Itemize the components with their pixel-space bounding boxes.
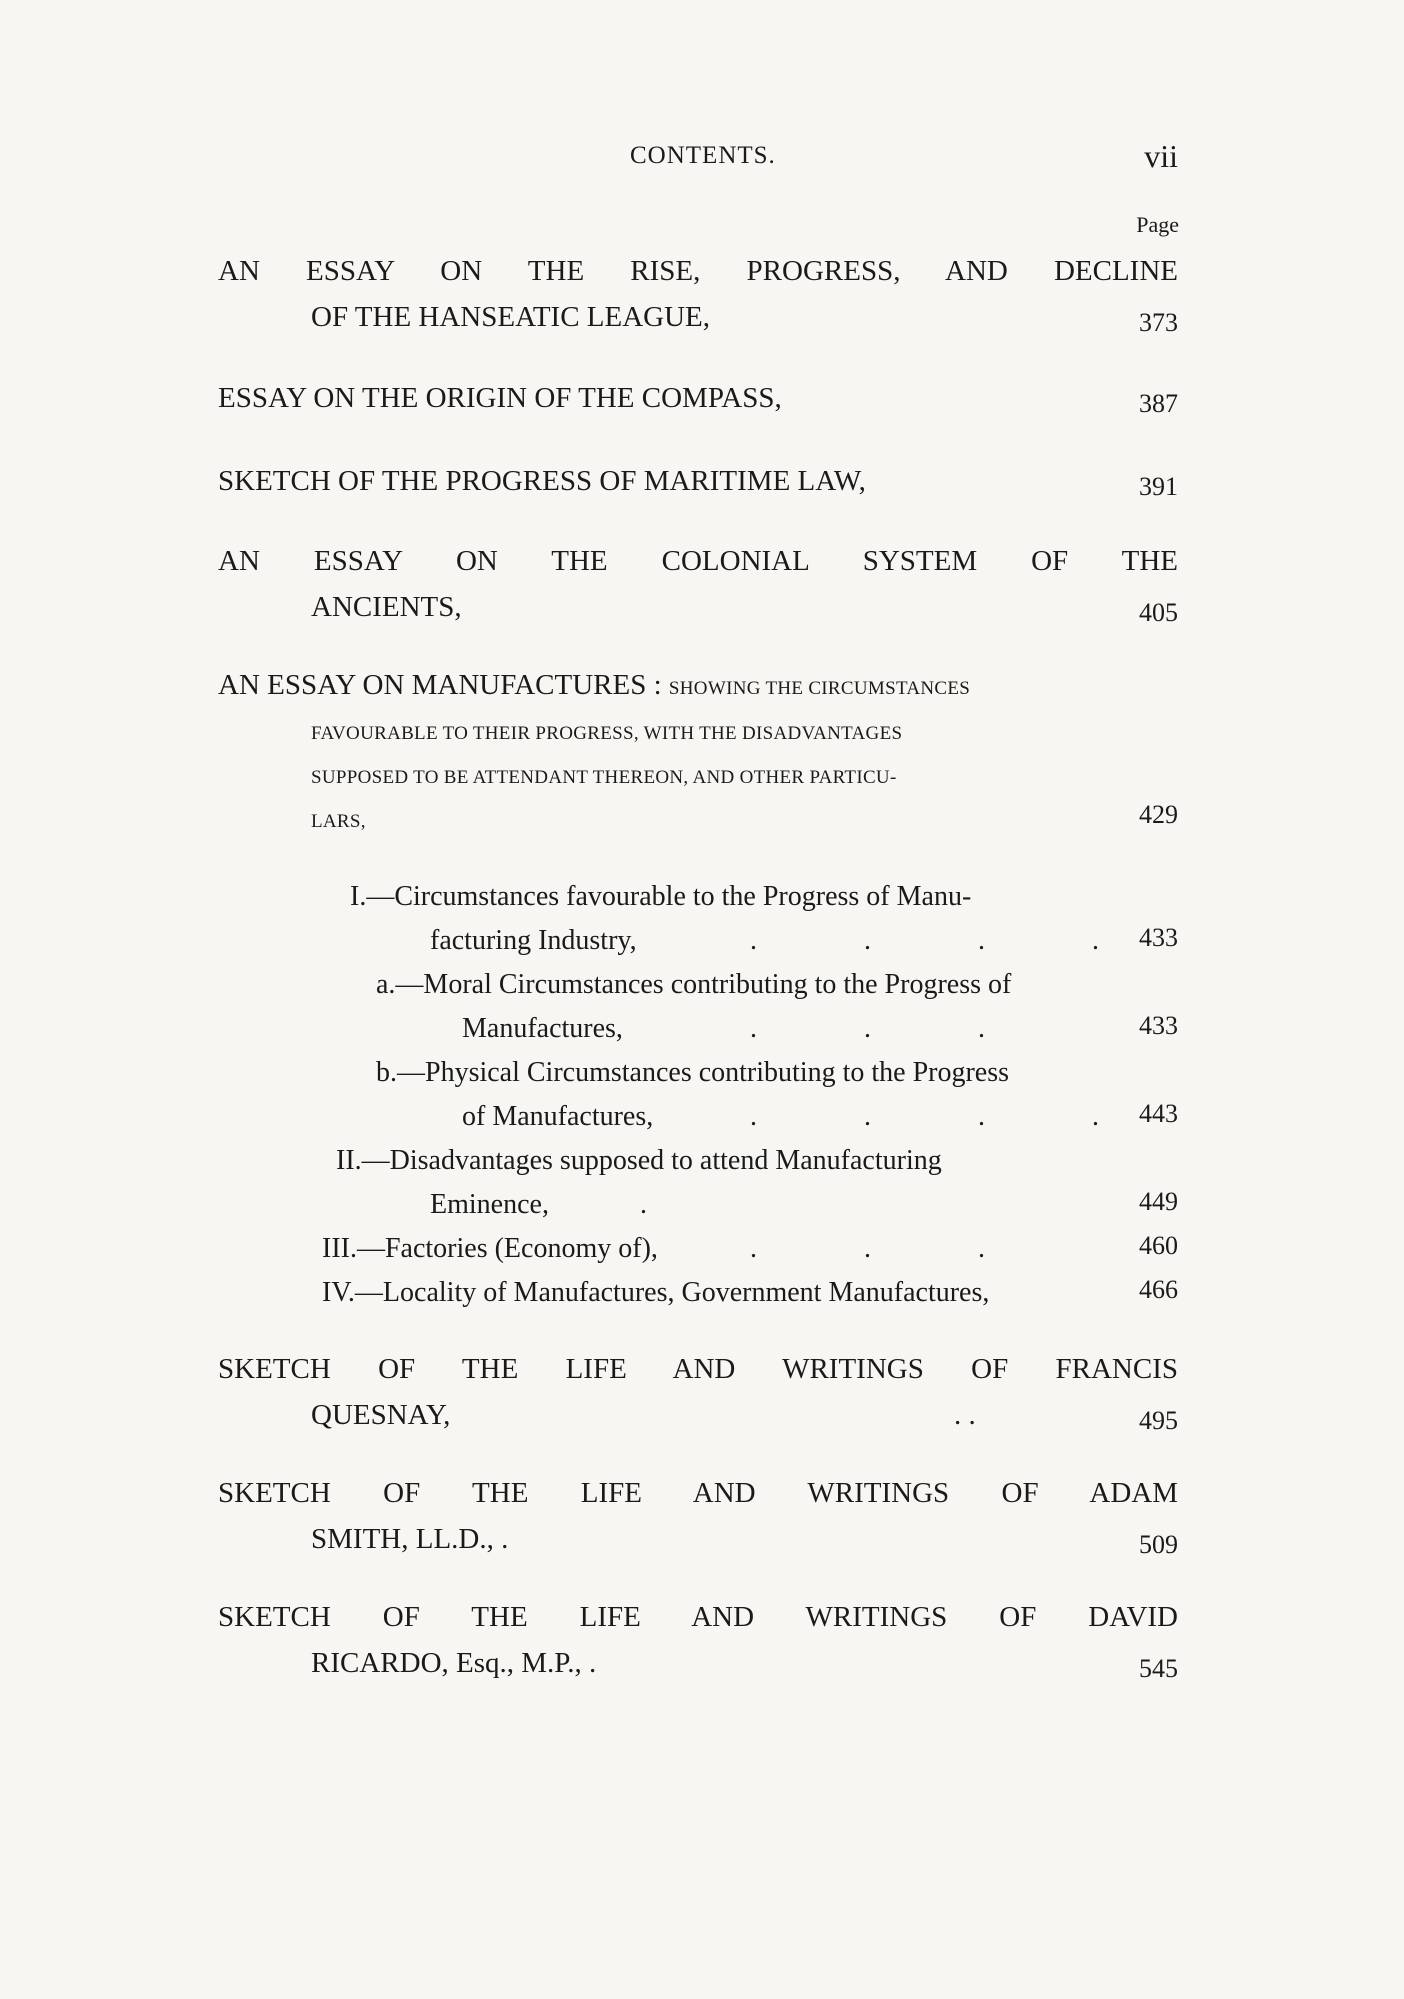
- page-number: 443: [1139, 1099, 1178, 1128]
- page-numeral: vii: [1144, 138, 1178, 174]
- dot-leader: .: [640, 1189, 647, 1220]
- entry-line: SKETCH OF THE PROGRESS OF MARITIME LAW,: [218, 465, 866, 497]
- page-number: 433: [1139, 923, 1178, 952]
- page-number: 373: [1139, 308, 1178, 337]
- dot-leader: . . . .: [750, 1101, 1149, 1132]
- entry-line: AN ESSAY ON THE COLONIAL SYSTEM OF THE: [218, 545, 1178, 577]
- page-number: 387: [1139, 389, 1178, 418]
- page-number: 449: [1139, 1187, 1178, 1216]
- page-column-label: Page: [1136, 212, 1179, 237]
- page-number: 460: [1139, 1231, 1178, 1260]
- dot-leader: . . .: [750, 1013, 1035, 1044]
- entry-line: QUESNAY,: [311, 1399, 451, 1431]
- dot-leader: . . . .: [750, 925, 1149, 956]
- entry-line: AN ESSAY ON THE RISE, PROGRESS, AND DECLINE: [218, 255, 1178, 287]
- toc-entry-maritime-law: [218, 458, 1178, 504]
- toc-entry-hanseatic: [218, 248, 1178, 340]
- toc-entry-colonial-system: [218, 538, 1178, 630]
- dot-leader: . . .: [750, 1233, 1035, 1264]
- manufactures-subentries: [218, 875, 1178, 1325]
- subentry-line: b.—Physical Circumstances contributing to the Progress: [376, 1057, 1010, 1088]
- subentry-line: facturing Industry,: [430, 925, 637, 956]
- entry-subtitle: SUPPOSED TO BE ATTENDANT THEREON, AND OTHER PARTICU-: [311, 767, 897, 788]
- toc-entry-compass: [218, 375, 1178, 421]
- running-title: CONTENTS.: [630, 142, 776, 169]
- page-number: 433: [1139, 1011, 1178, 1040]
- subentry-line: III.—Factories (Economy of),: [322, 1233, 658, 1264]
- subentry-line: Eminence,: [430, 1189, 549, 1220]
- page-number: 509: [1139, 1530, 1178, 1559]
- entry-subtitle: SHOWING THE CIRCUMSTANCES: [668, 678, 971, 699]
- page-number: 466: [1139, 1275, 1178, 1304]
- page-number: 391: [1139, 472, 1178, 501]
- entry-subtitle: FAVOURABLE TO THEIR PROGRESS, WITH THE DISADVANTAGES: [311, 723, 903, 744]
- subentry-line: I.—Circumstances favourable to the Progress of Manu-: [350, 881, 972, 912]
- entry-line: SMITH, LL.D., .: [311, 1523, 509, 1555]
- dot-leader: . .: [954, 1399, 976, 1431]
- toc-entry-quesnay: [218, 1346, 1178, 1438]
- page-number: 429: [1139, 800, 1178, 829]
- toc-entry-adam-smith: [218, 1470, 1178, 1562]
- subentry-line: Manufactures,: [462, 1013, 623, 1044]
- subentry-line: II.—Disadvantages supposed to attend Manufacturing: [336, 1145, 942, 1176]
- page-number: 545: [1139, 1654, 1178, 1683]
- page-number: 495: [1139, 1406, 1178, 1435]
- toc-entry-ricardo: [218, 1594, 1178, 1686]
- entry-subtitle: LARS,: [311, 811, 366, 832]
- subentry-line: of Manufactures,: [462, 1101, 654, 1132]
- entry-line: ANCIENTS,: [311, 591, 462, 623]
- entry-line: ESSAY ON THE ORIGIN OF THE COMPASS,: [218, 382, 782, 414]
- entry-title: AN ESSAY ON MANUFACTURES :: [218, 669, 662, 701]
- entry-line: SKETCH OF THE LIFE AND WRITINGS OF DAVID: [218, 1601, 1178, 1633]
- page-number: 405: [1139, 598, 1178, 627]
- toc-entry-manufactures: [218, 662, 1178, 844]
- entry-line: RICARDO, Esq., M.P., .: [311, 1647, 597, 1679]
- subentry-line: a.—Moral Circumstances contributing to the Progress of: [376, 969, 1012, 1000]
- entry-line: SKETCH OF THE LIFE AND WRITINGS OF ADAM: [218, 1477, 1178, 1509]
- subentry-line: IV.—Locality of Manufactures, Government Manufactures,: [322, 1277, 990, 1308]
- entry-line: OF THE HANSEATIC LEAGUE,: [311, 301, 711, 333]
- entry-line: SKETCH OF THE LIFE AND WRITINGS OF FRANCIS: [218, 1353, 1178, 1385]
